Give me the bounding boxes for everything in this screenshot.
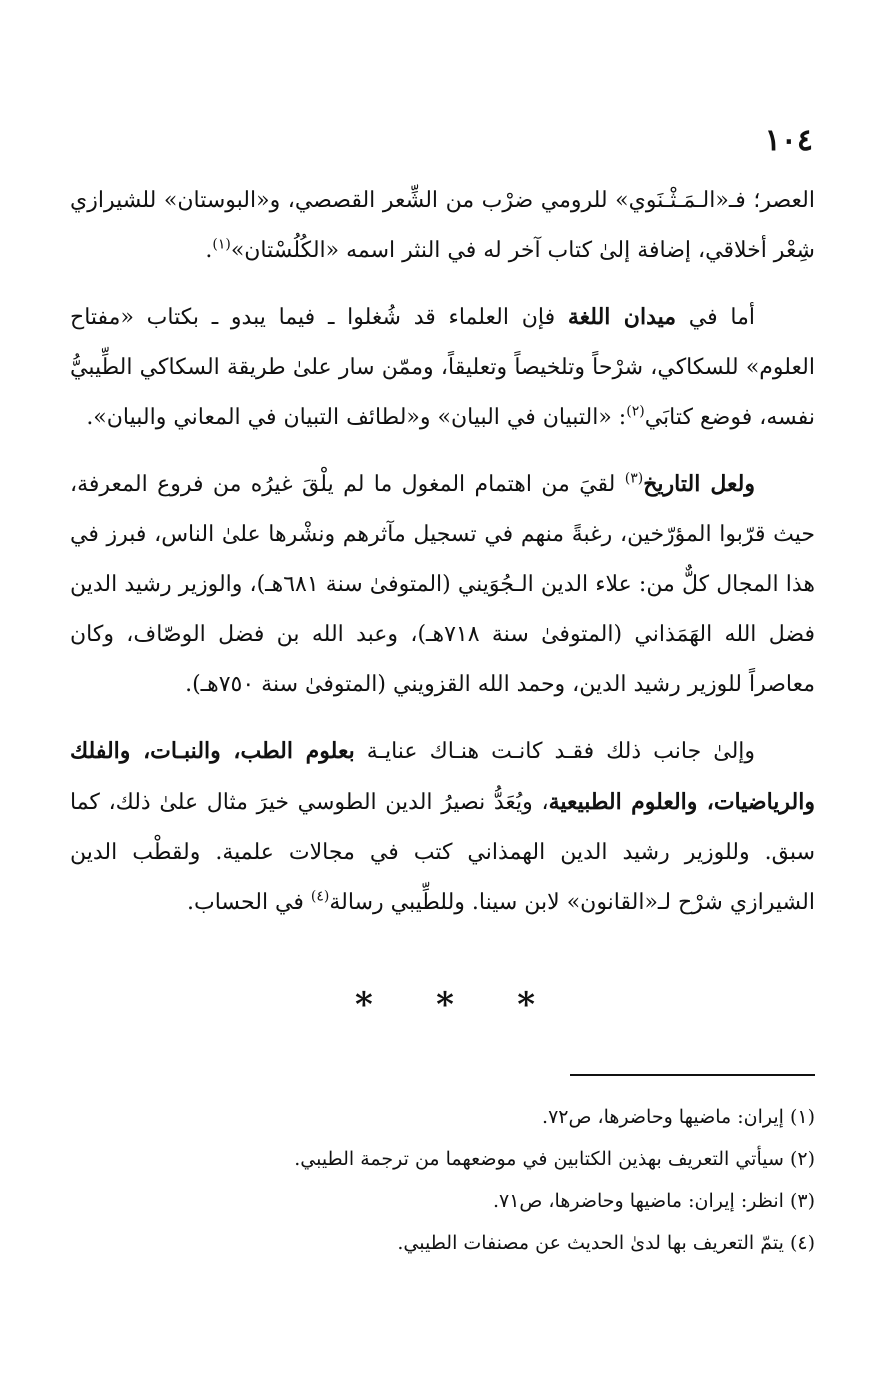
text-run: أما في <box>676 305 755 330</box>
footnote: (٢) سيأتي التعريف بهذين الكتابين في موضعهما من ترجمة الطيبي. <box>294 1148 815 1170</box>
section-separator <box>355 985 535 1025</box>
bold-term: بعلوم الطب، والنبـات، والفلك والرياضيات، والعلوم الطبيعية <box>70 738 815 815</box>
paragraph <box>70 726 815 928</box>
footnote: (١) إيران: ماضيها وحاضرها، ص٧٢. <box>542 1106 815 1128</box>
text-run: فإن العلماء قد شُغلوا ـ فيما يبدو ـ بكتاب «مفتاح العلوم» للسكاكي، شرْحاً وتلخيصاً وتعليقاً، وممّن سار علىٰ طريقة السكاكي الطِّيبيُّ نفسه، فوضع كتابَي <box>70 305 815 430</box>
footnotes-list <box>70 1096 815 1264</box>
text-run: في الحساب. <box>187 890 311 915</box>
footnote: (٣) انظر: إيران: ماضيها وحاضرها، ص٧١. <box>492 1190 815 1212</box>
text-run: ، ويُعَدُّ نصيرُ الدين الطوسي خيرَ مثال علىٰ ذلك، كما سبق. وللوزير رشيد الدين الهمذاني كتب في مجالات علمية. ولقطْب الدين الشيرازي شرْح لـ«القانون» لابن سينا. وللطِّيبي رسالة <box>70 790 815 915</box>
bold-term: ميدان اللغة <box>567 304 677 330</box>
paragraph <box>70 459 815 710</box>
page-number: ١٠٤ <box>764 123 813 158</box>
footnote-marker: (٣) <box>624 470 644 487</box>
bold-term: ولعل التاريخ <box>643 471 755 497</box>
separator-star: * <box>355 985 373 1025</box>
paragraph <box>70 176 815 276</box>
text-run: . <box>205 238 213 263</box>
text-run: وإلىٰ جانب ذلك فقـد كانـت هنـاك عنايـة <box>354 739 756 764</box>
text-run: لقيَ من اهتمام المغول ما لم يلْقَ غيرُه من فروع المعرفة، حيث قرّبوا المؤرّخين، رغبةً منهم في تسجيل مآثرهم ونشْرها علىٰ الناس، فبرز في هذا المجال كلٌّ من: علاء الدين الـجُوَيني (المتوفىٰ سنة ٦٨١هـ)، والوزير رشيد الدين فضل الله الهَمَذاني (المتوفىٰ سنة ٧١٨هـ)، وعبد الله بن فضل الوصّاف، وكان معاصراً للوزير رشيد الدين، وحمد الله القزويني (المتوفىٰ سنة ٧٥٠هـ). <box>70 472 815 697</box>
footnote-marker: (١) <box>212 236 231 253</box>
text-run: العصر؛ فـ«الـمَـثْـنَوي» للرومي ضرْب من الشِّعر القصصي، و«البوستان» للشيرازي شِعْر أخلاقي، إضافة إلىٰ كتاب آخر له في النثر اسمه «الكُلُسْتان» <box>70 188 815 263</box>
text-run: : «التبيان في البيان» و«لطائف التبيان في المعاني والبيان». <box>86 405 627 430</box>
separator-star: * <box>436 985 454 1025</box>
separator-star: * <box>517 985 535 1025</box>
footnote-marker: (٤) <box>310 888 330 905</box>
footnote-marker: (٢) <box>626 403 645 420</box>
footnote: (٤) يتمّ التعريف بها لدىٰ الحديث عن مصنفات الطيبي. <box>397 1232 815 1254</box>
body-text <box>70 176 815 928</box>
paragraph <box>70 292 815 443</box>
footnote-divider <box>570 1074 815 1076</box>
